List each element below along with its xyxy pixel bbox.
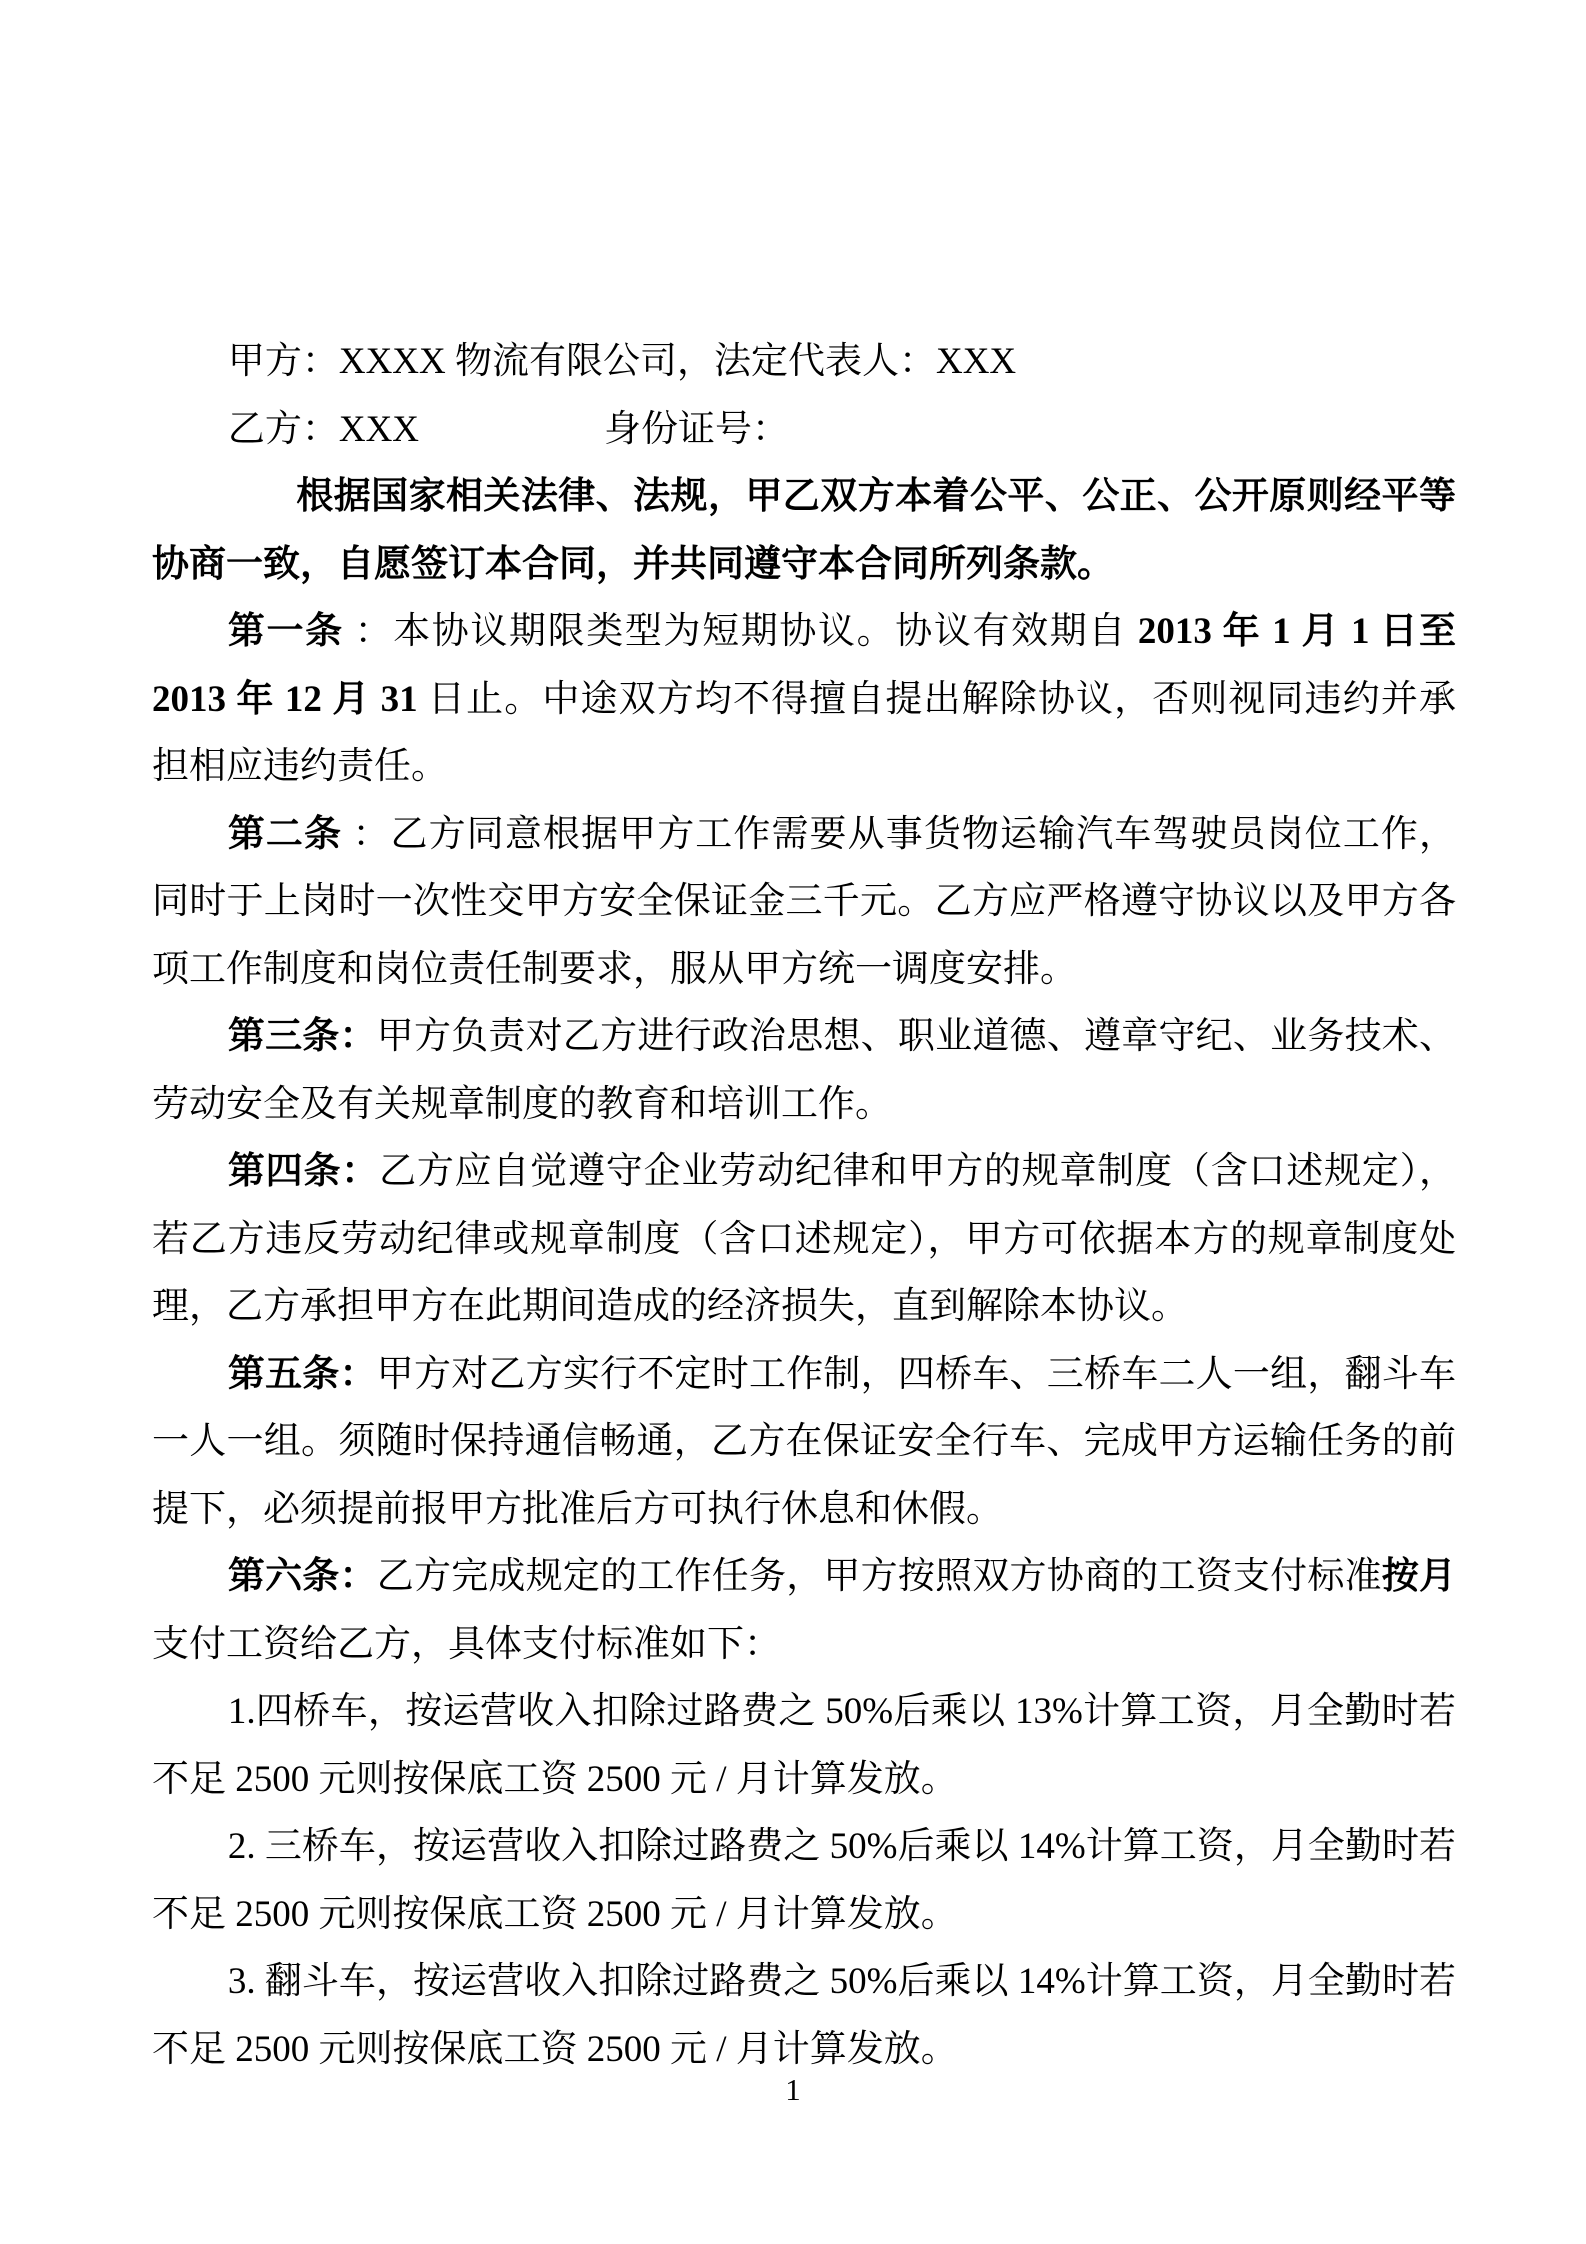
bold-text-segment: 2013 年 1 月 1 日至 2013 年 12 月 31 [152,611,1457,720]
text-segment: 1.四桥车，按运营收入扣除过路费之 50%后乘以 13%计算工资，月全勤时若不足 2500 元则按保底工资 2500 元 / 月计算发放。 [152,1691,1456,1800]
text-segment: 甲方负责对乙方进行政治思想、职业道德、遵章守纪、业务技术、劳动安全及有关规章制度的教育和培训工作。 [152,1016,1457,1125]
text-segment: 乙方完成规定的工作任务，甲方按照双方协商的工资支付标准 [376,1556,1382,1597]
text-segment: 2. 三桥车，按运营收入扣除过路费之 50%后乘以 14%计算工资，月全勤时若不足 2500 元则按保底工资 2500 元 / 月计算发放。 [152,1826,1456,1935]
text-segment: 甲方：XXXX 物流有限公司，法定代表人：XXX [227,341,1017,382]
paragraph [152,1341,1456,1544]
bold-text-segment: 第五条： [227,1353,377,1395]
text-segment: 乙方应自觉遵守企业劳动纪律和甲方的规章制度（含口述规定），若乙方违反劳动纪律或规章制度（含口述规定），甲方可依据本方的规章制度处理，乙方承担甲方在此期间造成的经济损失，直到解除本协议。 [152,1151,1457,1327]
text-segment: 乙方：XXX 身份证号： [227,408,790,450]
paragraph [152,463,1456,598]
bold-text-segment: 第一条 [227,611,344,652]
bold-text-segment: 第四条： [227,1151,380,1192]
bold-text-segment: 按月 [1381,1556,1457,1597]
document-body [152,328,1456,2083]
bold-text-segment: 根据国家相关法律、法规，甲乙双方本着公平、公正、公开原则经平等协商一致，自愿签订本合同，并共同遵守本合同所列条款。 [152,476,1456,585]
paragraph [152,801,1456,1004]
paragraph [152,1003,1456,1138]
bold-text-segment: 第二条 [227,813,343,855]
paragraph [152,1543,1456,1678]
paragraph [152,1678,1456,1813]
page-number: 1 [785,2072,801,2107]
paragraph [152,328,1456,396]
paragraph [152,1948,1456,2083]
bold-text-segment: 第三条： [227,1016,377,1057]
text-segment: ：本协议期限类型为短期协议。协议有效期自 [343,611,1138,652]
paragraph [152,1813,1456,1948]
bold-text-segment: 第六条： [227,1556,377,1597]
paragraph [152,396,1456,464]
text-segment: 甲方对乙方实行不定时工作制，四桥车、三桥车二人一组，翻斗车一人一组。须随时保持通信畅通，乙方在保证安全行车、完成甲方运输任务的前提下，必须提前报甲方批准后方可执行休息和休假。 [152,1353,1457,1530]
text-segment: 3. 翻斗车，按运营收入扣除过路费之 50%后乘以 14%计算工资，月全勤时若不足 2500 元则按保底工资 2500 元 / 月计算发放。 [152,1961,1456,2070]
text-segment: 支付工资给乙方，具体支付标准如下： [152,1623,781,1665]
text-segment: ：乙方同意根据甲方工作需要从事货物运输汽车驾驶员岗位工作，同时于上岗时一次性交甲方安全保证金三千元。乙方应严格遵守协议以及甲方各项工作制度和岗位责任制要求，服从甲方统一调度安排。 [152,813,1457,990]
paragraph [152,598,1456,801]
text-segment: 日止。中途双方均不得擅自提出解除协议，否则视同违约并承担相应违约责任。 [152,678,1457,787]
paragraph [152,1138,1456,1341]
